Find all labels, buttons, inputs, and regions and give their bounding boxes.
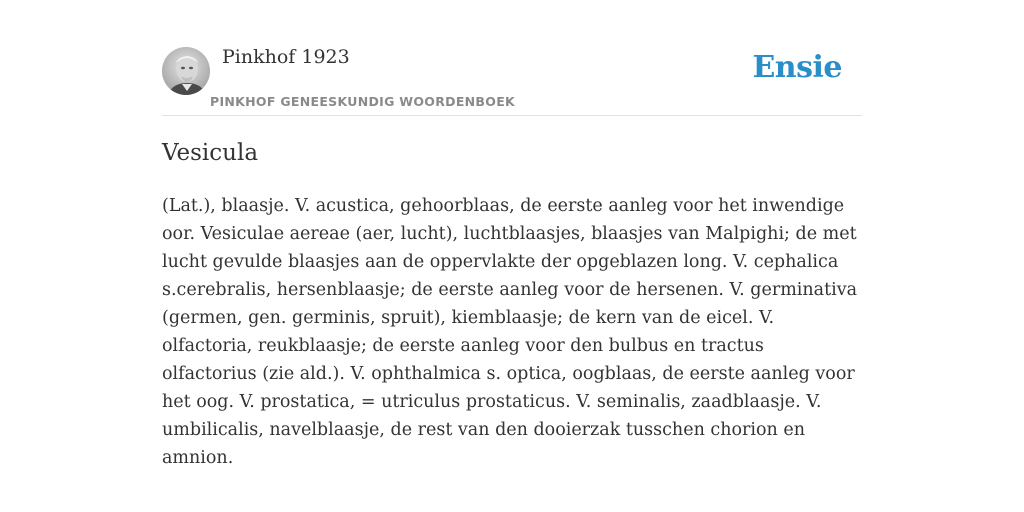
dictionary-subtitle[interactable]: PINKHOF GENEESKUNDIG WOORDENBOEK — [210, 94, 516, 109]
author-avatar[interactable] — [162, 47, 210, 95]
portrait-icon — [162, 47, 210, 95]
ensie-logo[interactable]: Ensie — [752, 50, 842, 85]
entry-definition: (Lat.), blaasje. V. acustica, gehoorblaas, de eerste aanleg voor het inwendige oor. Vesiculae aereae (aer, lucht), luchtblaasjes, blaasjes van Malpighi; de met lucht gevulde blaasjes aan de oppervlakte der opgeblazen long. V. cephalica s.cerebralis, hersenblaasje; de eerste aanleg voor de hersenen. V. germinativa (germen, gen. germinis, spruit), kiemblaasje; de kern van de eicel. V. olfactoria, reukblaasje; de eerste aanleg voor den bulbus en tractus olfactorius (zie ald.). V. ophthalmica s. optica, oogblaas, de eerste aanleg voor het oog. V. prostatica, = utriculus prostaticus. V. seminalis, zaadblaasje. V. umbilicalis, navelblaasje, de rest van den dooierzak tusschen chorion en amnion. — [162, 196, 858, 468]
entry-header — [162, 0, 862, 116]
page — [162, 0, 862, 468]
entry-title: Vesicula — [162, 140, 259, 166]
author-name[interactable]: Pinkhof 1923 — [222, 46, 350, 68]
